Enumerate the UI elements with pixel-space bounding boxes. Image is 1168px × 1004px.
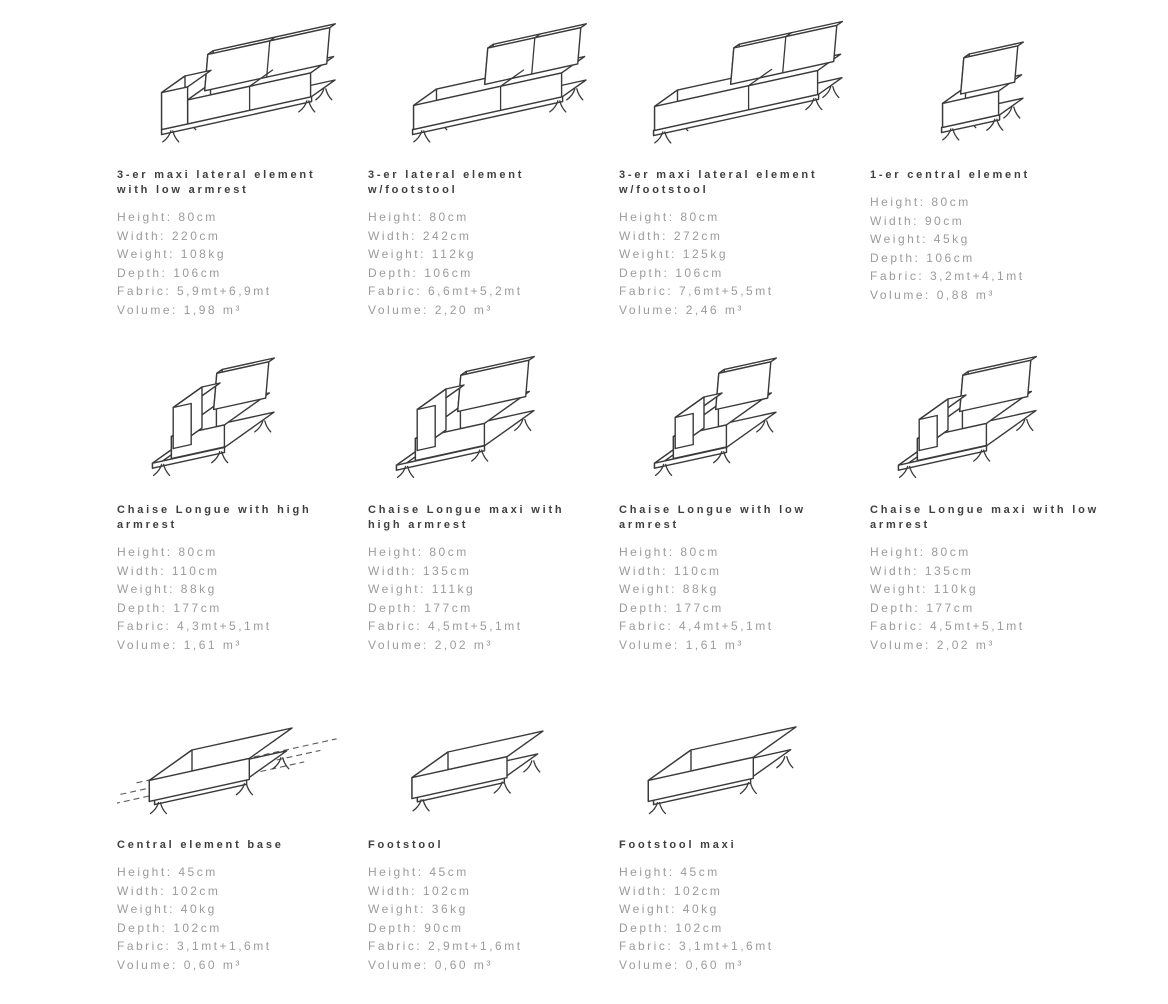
spec-line: Fabric: 3,1mt+1,6mt [619, 939, 774, 953]
spec-line: Weight: 110kg [870, 582, 979, 596]
product-card [870, 20, 1105, 319]
spec-line: Height: 45cm [117, 865, 218, 879]
product-title: Chaise Longue with low armrest [619, 504, 806, 531]
spec-line: Weight: 112kg [368, 247, 477, 261]
spec-line: Volume: 0,60 m³ [619, 957, 744, 972]
spec-line: Weight: 36kg [368, 902, 468, 916]
spec-line: Depth: 177cm [870, 600, 975, 615]
spec-line: Width: 102cm [117, 883, 221, 898]
sofa-3-seater-maxi-footstool-drawing [619, 20, 854, 160]
product-title: Chaise Longue maxi with high armrest [368, 504, 565, 531]
spec-line: Weight: 111kg [368, 582, 476, 596]
spec-line: Width: 102cm [368, 883, 472, 898]
spec-line: Weight: 40kg [619, 902, 719, 916]
spec-line: Fabric: 4,5mt+5,1mt [870, 619, 1025, 633]
spec-line: Height: 45cm [368, 865, 469, 879]
spec-line: Depth: 177cm [117, 600, 222, 615]
product-card [117, 20, 352, 319]
product-specs [619, 543, 854, 654]
spec-line: Depth: 102cm [117, 920, 222, 935]
spec-line: Height: 80cm [619, 545, 720, 559]
spec-line: Weight: 108kg [117, 247, 226, 261]
product-card [117, 355, 352, 654]
spec-line: Height: 80cm [870, 195, 971, 209]
product-title: Footstool maxi [619, 839, 737, 851]
spec-line: Volume: 0,60 m³ [368, 957, 493, 972]
spec-line: Fabric: 6,6mt+5,2mt [368, 284, 523, 298]
spec-line: Volume: 2,02 m³ [870, 637, 995, 652]
spec-line: Weight: 88kg [117, 582, 217, 596]
chaise-longue-maxi-high-armrest-drawing [368, 355, 603, 495]
spec-line: Fabric: 3,2mt+4,1mt [870, 269, 1025, 283]
spec-line: Weight: 45kg [870, 232, 970, 246]
spec-line: Volume: 0,88 m³ [870, 287, 995, 302]
product-specs [368, 543, 603, 654]
product-card [368, 20, 603, 319]
product-title: 3-er maxi lateral element with low armrest [117, 169, 316, 196]
product-card [870, 355, 1105, 654]
central-base-dashed-drawing [117, 690, 352, 830]
footstool-drawing [368, 690, 603, 830]
spec-line: Width: 135cm [870, 563, 974, 578]
spec-line: Height: 80cm [619, 210, 720, 224]
product-specs [368, 863, 603, 974]
product-card [619, 690, 854, 974]
product-title: 3-er maxi lateral element w/footstool [619, 169, 818, 196]
spec-line: Volume: 2,02 m³ [368, 637, 493, 652]
product-title: Chaise Longue maxi with low armrest [870, 504, 1100, 531]
product-specs [117, 863, 352, 974]
product-title: 1-er central element [870, 169, 1030, 181]
product-specs [870, 193, 1105, 304]
chaise-longue-low-armrest-drawing [619, 355, 854, 495]
product-card [619, 20, 854, 319]
armless-chair-drawing [870, 20, 1105, 160]
spec-line: Height: 80cm [368, 545, 469, 559]
spec-line: Fabric: 4,5mt+5,1mt [368, 619, 523, 633]
product-card [368, 690, 603, 974]
chaise-longue-high-armrest-drawing [117, 355, 352, 495]
spec-line: Volume: 0,60 m³ [117, 957, 242, 972]
spec-line: Fabric: 5,9mt+6,9mt [117, 284, 272, 298]
spec-line: Height: 80cm [117, 545, 218, 559]
spec-line: Depth: 90cm [368, 920, 464, 935]
spec-line: Width: 272cm [619, 228, 723, 243]
spec-line: Volume: 2,20 m³ [368, 302, 493, 317]
spec-line: Height: 80cm [117, 210, 218, 224]
spec-line: Fabric: 3,1mt+1,6mt [117, 939, 272, 953]
product-specs [619, 863, 854, 974]
spec-line: Fabric: 7,6mt+5,5mt [619, 284, 774, 298]
product-title: 3-er lateral element w/footstool [368, 169, 525, 196]
product-title: Footstool [368, 839, 444, 851]
spec-line: Width: 102cm [619, 883, 723, 898]
product-card [117, 690, 352, 974]
spec-line: Fabric: 4,4mt+5,1mt [619, 619, 774, 633]
product-specs [117, 543, 352, 654]
spec-line: Width: 135cm [368, 563, 472, 578]
product-specs [368, 208, 603, 319]
spec-line: Volume: 1,98 m³ [117, 302, 242, 317]
spec-line: Fabric: 2,9mt+1,6mt [368, 939, 523, 953]
chaise-longue-maxi-low-armrest-drawing [870, 355, 1105, 495]
spec-line: Width: 90cm [870, 213, 965, 228]
sofa-3-seater-low-armrest-drawing [117, 20, 352, 160]
product-specs [619, 208, 854, 319]
spec-line: Depth: 177cm [619, 600, 724, 615]
spec-line: Depth: 106cm [117, 265, 222, 280]
spec-line: Width: 110cm [619, 563, 722, 578]
sofa-3-seater-footstool-drawing [368, 20, 603, 160]
spec-line: Height: 45cm [619, 865, 720, 879]
spec-line: Depth: 106cm [619, 265, 724, 280]
spec-line: Depth: 106cm [368, 265, 473, 280]
spec-line: Weight: 125kg [619, 247, 728, 261]
spec-line: Fabric: 4,3mt+5,1mt [117, 619, 272, 633]
spec-line: Volume: 1,61 m³ [117, 637, 242, 652]
spec-line: Weight: 88kg [619, 582, 719, 596]
spec-line: Depth: 177cm [368, 600, 473, 615]
spec-line: Weight: 40kg [117, 902, 217, 916]
product-card [368, 355, 603, 654]
product-title: Central element base [117, 839, 284, 851]
spec-line: Height: 80cm [870, 545, 971, 559]
spec-line: Width: 110cm [117, 563, 220, 578]
product-specs [870, 543, 1105, 654]
product-specs [117, 208, 352, 319]
spec-line: Volume: 1,61 m³ [619, 637, 744, 652]
spec-line: Depth: 102cm [619, 920, 724, 935]
product-title: Chaise Longue with high armrest [117, 504, 312, 531]
footstool-maxi-drawing [619, 690, 854, 830]
spec-line: Depth: 106cm [870, 250, 975, 265]
spec-line: Width: 220cm [117, 228, 221, 243]
product-card [619, 355, 854, 654]
spec-line: Volume: 2,46 m³ [619, 302, 744, 317]
spec-line: Height: 80cm [368, 210, 469, 224]
spec-line: Width: 242cm [368, 228, 472, 243]
